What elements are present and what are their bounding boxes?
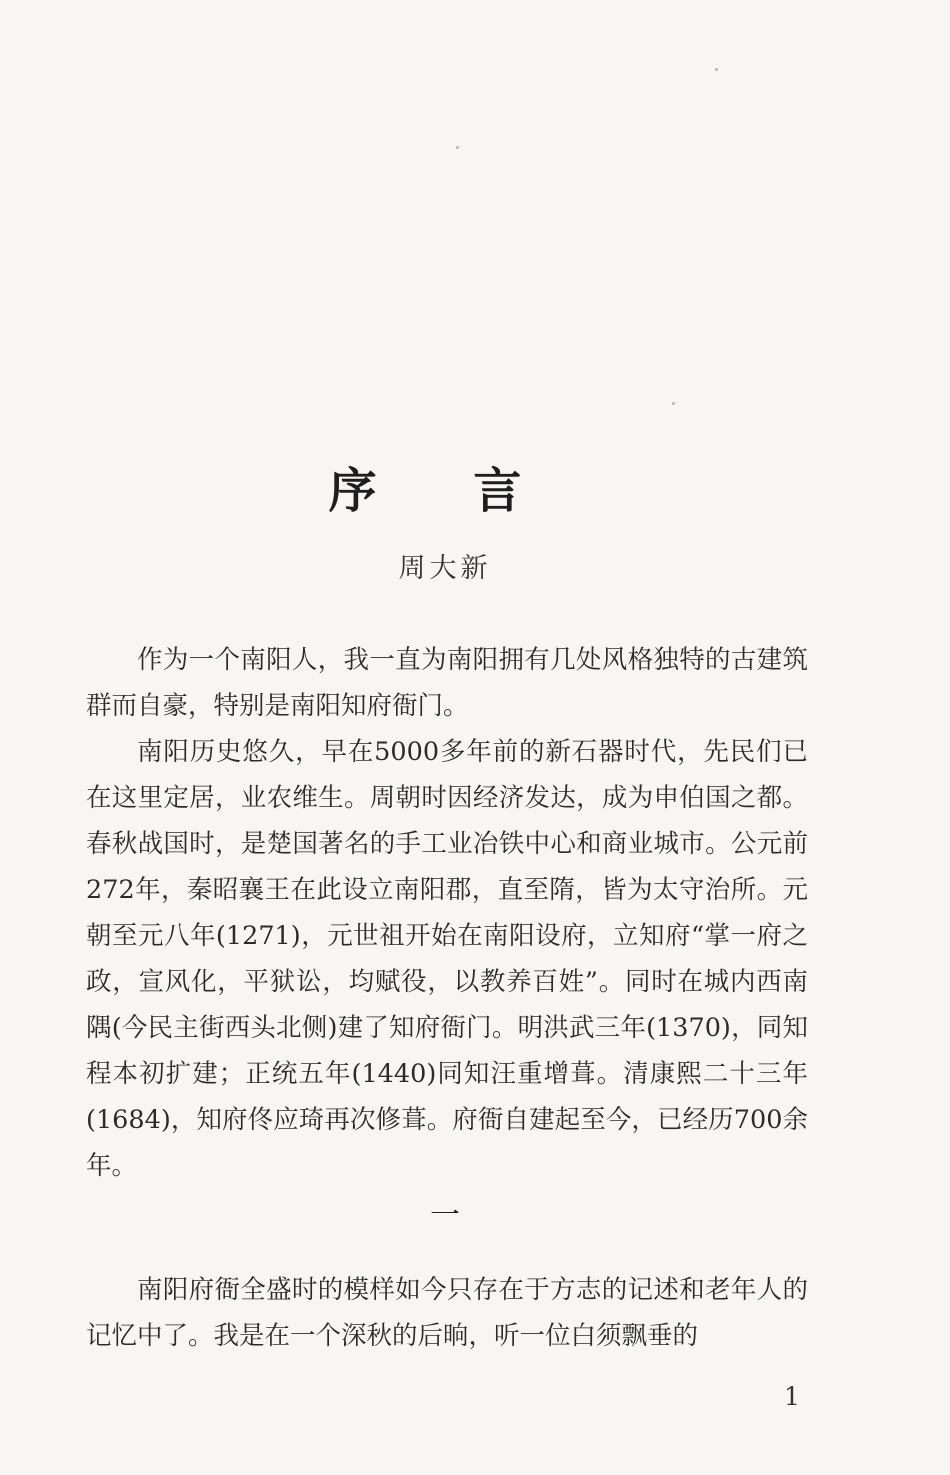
section-number: 一 xyxy=(430,1198,460,1233)
body-section-2 xyxy=(86,1267,808,1359)
paragraph: 南阳历史悠久，早在5000多年前的新石器时代，先民们已在这里定居，业农维生。周朝时因经济发达，成为申伯国之都。春秋战国时，是楚国著名的手工业冶铁中心和商业城市。公元前272年，秦昭襄王在此设立南阳郡，直至隋，皆为太守治所。元朝至元八年(1271)，元世祖开始在南阳设府，立知府“掌一府之政，宣风化，平狱讼，均赋役，以教养百姓”。同时在城内西南隅(今民主街西头北侧)建了知府衙门。明洪武三年(1370)，同知程本初扩建；正统五年(1440)同知汪重增葺。清康熙二十三年(1684)，知府佟应琦再次修葺。府衙自建起至今，已经历700余年。 xyxy=(86,737,808,1181)
author-name: 周大新 xyxy=(398,553,492,584)
paragraph: 作为一个南阳人，我一直为南阳拥有几处风格独特的古建筑群而自豪，特别是南阳知府衙门。 xyxy=(86,645,808,721)
paragraph: 南阳府衙全盛时的模样如今只存在于方志的记述和老年人的记忆中了。我是在一个深秋的后晌，听一位白须飘垂的 xyxy=(86,1275,808,1351)
paper-speck xyxy=(672,402,675,405)
paper-speck xyxy=(715,68,718,71)
chapter-title: 序 言 xyxy=(328,463,562,520)
body-section-1 xyxy=(86,637,808,1189)
paper-speck xyxy=(456,146,459,149)
page-number: 1 xyxy=(784,1382,800,1411)
